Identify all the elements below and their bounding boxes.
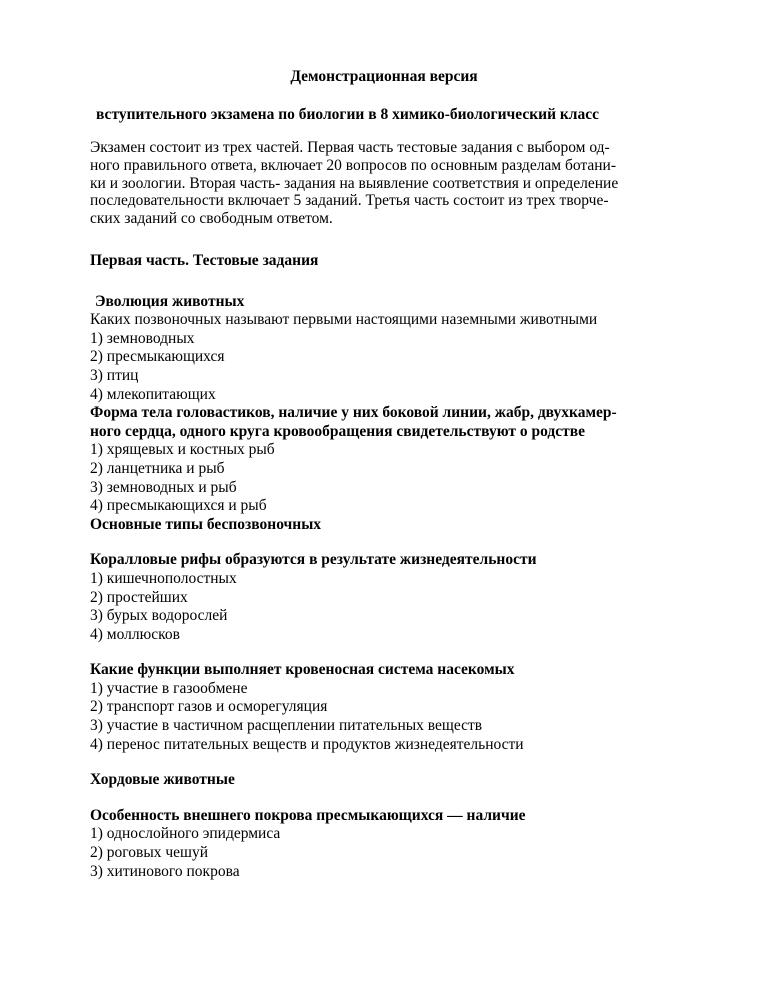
intro-line: ских заданий со свободным ответом. bbox=[90, 210, 333, 228]
answer-option: 2) пресмыкающихся bbox=[90, 348, 225, 366]
question-text: Форма тела головастиков, наличие у них боковой линии, жабр, двухкамер- bbox=[90, 404, 617, 422]
intro-line: ного правильного ответа, включает 20 вопросов по основным разделам ботани- bbox=[90, 156, 617, 174]
question-1 bbox=[90, 311, 710, 404]
question-4 bbox=[90, 661, 710, 754]
answer-option: 1) земноводных bbox=[90, 329, 195, 347]
test-content bbox=[90, 252, 710, 881]
section-evolution-heading: Эволюция животных bbox=[95, 292, 245, 310]
answer-option: 4) млекопитающих bbox=[90, 385, 216, 403]
intro-line: последовательности включает 5 заданий. Третья часть состоит из трех творче- bbox=[90, 192, 609, 210]
answer-option: 2) роговых чешуй bbox=[90, 844, 209, 862]
question-text: Каких позвоночных называют первыми настоящими наземными животными bbox=[90, 311, 598, 329]
answer-option: 1) кишечнополостных bbox=[90, 569, 237, 587]
answer-option: 4) моллюсков bbox=[90, 625, 180, 643]
answer-option: 1) однослойного эпидермиса bbox=[90, 825, 281, 843]
answer-option: 3) участие в частичном расщеплении питательных веществ bbox=[90, 717, 483, 735]
answer-option: 3) птиц bbox=[90, 366, 139, 384]
answer-option: 2) транспорт газов и осморегуляция bbox=[90, 698, 328, 716]
section-chordates-heading: Хордовые животные bbox=[90, 771, 235, 789]
question-3 bbox=[90, 551, 710, 644]
answer-option: 3) земноводных и рыб bbox=[90, 478, 237, 496]
answer-option: 2) ланцетника и рыб bbox=[90, 459, 225, 477]
section-invertebrates-heading: Основные типы беспозвоночных bbox=[90, 515, 322, 533]
part1-heading: Первая часть. Тестовые задания bbox=[90, 252, 319, 269]
answer-option: 3) хитинового покрова bbox=[90, 862, 240, 880]
question-text: Коралловые рифы образуются в результате жизнедеятельности bbox=[90, 551, 537, 569]
document-subtitle: вступительного экзамена по биологии в 8 химико-биологический класс bbox=[96, 106, 600, 123]
intro-paragraph bbox=[90, 139, 700, 228]
intro-line: Экзамен состоит из трех частей. Первая часть тестовые задания с выбором од- bbox=[90, 139, 610, 156]
question-text: ного сердца, одного круга кровообращения свидетельствуют о родстве bbox=[90, 422, 585, 440]
question-text: Особенность внешнего покрова пресмыкающихся — наличие bbox=[90, 806, 526, 824]
answer-option: 4) перенос питательных веществ и продуктов жизнедеятельности bbox=[90, 735, 524, 753]
answer-option: 3) бурых водорослей bbox=[90, 607, 228, 625]
document-title: Демонстрационная версия bbox=[290, 68, 478, 85]
intro-line: ки и зоологии. Вторая часть- задания на выявление соответствия и определение bbox=[90, 174, 619, 192]
question-5 bbox=[90, 807, 710, 881]
answer-option: 1) хрящевых и костных рыб bbox=[90, 441, 275, 459]
question-2 bbox=[90, 404, 710, 516]
answer-option: 4) пресмыкающихся и рыб bbox=[90, 497, 267, 515]
answer-option: 1) участие в газообмене bbox=[90, 679, 248, 697]
question-text: Какие функции выполняет кровеносная система насекомых bbox=[90, 661, 515, 679]
answer-option: 2) простейших bbox=[90, 588, 188, 606]
